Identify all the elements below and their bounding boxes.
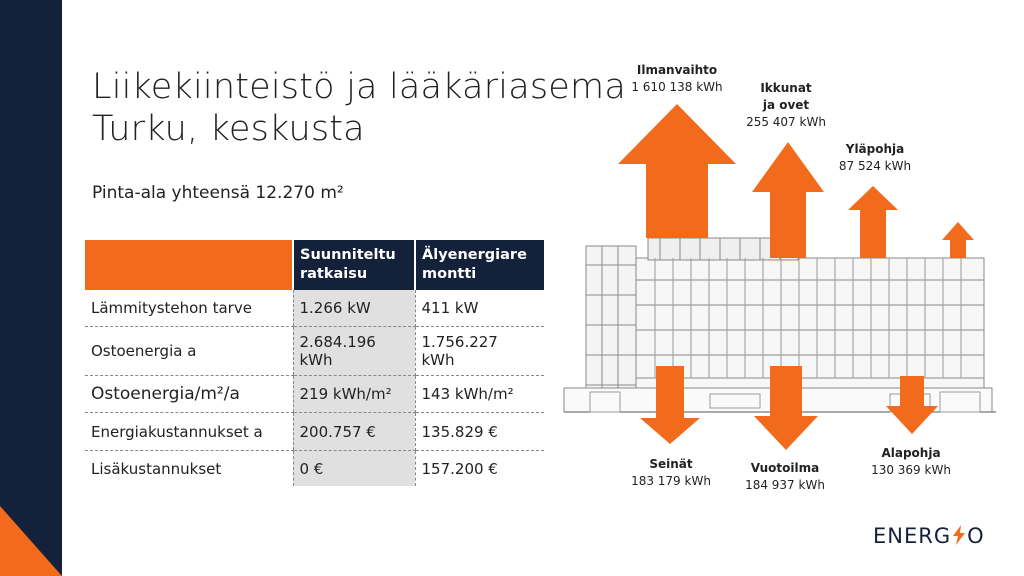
- windows-name-line-1: Ikkunat: [760, 81, 812, 95]
- page-title: [92, 66, 626, 150]
- smart-value: 143 kWh/m²: [415, 376, 544, 413]
- ventilation-value: 1 610 138 kWh: [631, 80, 723, 94]
- table-row: [85, 413, 544, 451]
- title-line-2: Turku, keskusta: [92, 109, 365, 149]
- table-row: [85, 290, 544, 327]
- row-label: Ostoenergia/m²/a: [85, 376, 293, 413]
- ventilation-arrow-icon: [618, 104, 736, 238]
- lightning-bolt-icon: [952, 525, 966, 545]
- smart-value: 135.829 €: [415, 413, 544, 451]
- floor-label: [860, 445, 962, 479]
- subtitle: Pinta-ala yhteensä 12.270 m²: [92, 183, 344, 203]
- floor-value: 130 369 kWh: [871, 463, 951, 477]
- header-planned-line-1: Suunniteltu: [300, 247, 396, 263]
- small-roof-arrow-icon: [942, 222, 974, 258]
- row-label: Lisäkustannukset: [91, 459, 222, 478]
- table-row: [85, 327, 544, 376]
- smart-value: 1.756.227 kWh: [415, 327, 544, 376]
- table-header-planned: [293, 240, 415, 290]
- table-header-blank: [85, 240, 293, 290]
- header-smart-line-2: montti: [422, 266, 477, 282]
- header-planned-line-2: ratkaisu: [300, 266, 368, 282]
- row-label: Energiakustannukset a: [85, 413, 293, 451]
- title-line-1: Liikekiinteistö ja lääkäriasema: [92, 67, 626, 107]
- planned-value: 200.757 €: [293, 413, 415, 451]
- ventilation-name: Ilmanvaihto: [636, 63, 718, 77]
- energio-logo: [873, 524, 985, 548]
- walls-label: [620, 456, 722, 490]
- comparison-table: [85, 240, 544, 486]
- floor-name: Alapohja: [881, 446, 941, 460]
- windows-name-line-2: ja ovet: [762, 98, 810, 112]
- smart-value: 411 kW: [415, 290, 544, 327]
- table-header-smart: [415, 240, 544, 290]
- ventilation-label: [614, 62, 740, 96]
- planned-value: 0 €: [293, 451, 415, 487]
- table-row: [85, 451, 544, 487]
- planned-value: 2.684.196 kWh: [293, 327, 415, 376]
- table-row: [85, 376, 544, 413]
- side-bar: [0, 0, 62, 576]
- walls-name: Seinät: [649, 457, 693, 471]
- logo-text-start: ENERG: [873, 524, 952, 548]
- walls-value: 183 179 kWh: [631, 474, 711, 488]
- roof-label: [828, 141, 922, 175]
- leakage-value: 184 937 kWh: [745, 478, 825, 492]
- roof-name: Yläpohja: [845, 142, 905, 156]
- row-label: Lämmitystehon tarve: [85, 290, 293, 327]
- table-header-row: [85, 240, 544, 290]
- row-label: Ostoenergia a: [85, 327, 293, 376]
- logo-text-end: O: [967, 524, 985, 548]
- leakage-name: Vuotoilma: [750, 461, 820, 475]
- smart-value: 157.200 €: [421, 459, 498, 478]
- header-smart-line-1: Älyenergiare: [422, 247, 527, 263]
- roof-arrow-icon: [848, 186, 898, 258]
- planned-value: 219 kWh/m²: [293, 376, 415, 413]
- windows-value: 255 407 kWh: [746, 115, 826, 129]
- windows-label: [736, 80, 836, 131]
- leakage-label: [734, 460, 836, 494]
- planned-value: 1.266 kW: [293, 290, 415, 327]
- roof-value: 87 524 kWh: [838, 159, 912, 173]
- corner-accent: [0, 506, 62, 576]
